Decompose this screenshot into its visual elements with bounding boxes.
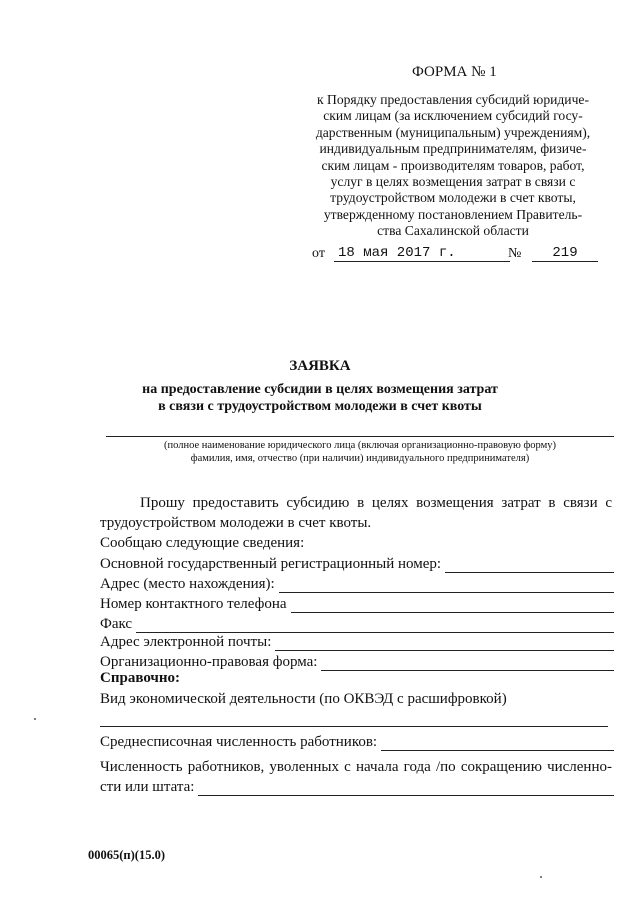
info-intro: Сообщаю следующие сведения: — [100, 535, 305, 551]
name-hint-line-2: фамилия, имя, отчество (при наличии) индивидуального предпринимателя) — [190, 453, 530, 464]
ogrn-field — [100, 553, 614, 573]
applicant-name-hint — [100, 439, 620, 465]
header-line: дарственным (муниципальным) учреждениям), — [315, 124, 591, 140]
approval-prefix: от — [312, 246, 325, 261]
scan-speck — [34, 718, 36, 720]
okved-input[interactable] — [100, 726, 608, 727]
fax-label: Факс — [100, 616, 133, 632]
scan-speck — [540, 876, 542, 878]
form-number: ФОРМА № 1 — [412, 64, 497, 80]
address-field — [100, 573, 614, 593]
header-line: индивидуальным предпринимателям, физиче- — [319, 141, 587, 157]
email-label: Адрес электронной почты: — [100, 634, 272, 650]
phone-label: Номер контактного телефона — [100, 596, 287, 612]
legal-form-field — [100, 651, 614, 671]
header-line: ским лицам - производителям товаров, работ, — [321, 157, 585, 173]
subtitle-line-1: на предоставление субсидии в целях возмещения затрат — [142, 382, 498, 397]
reference-heading: Справочно: — [100, 670, 181, 686]
header-line: к Порядку предоставления субсидий юридиче- — [317, 92, 589, 107]
phone-input[interactable] — [291, 598, 614, 613]
okved-label: Вид экономической деятельности (по ОКВЭД с расшифровкой) — [100, 691, 507, 707]
approval-line — [312, 246, 602, 266]
address-label: Адрес (место нахождения): — [100, 576, 275, 592]
fired-label-line-1: Численность работников, уволенных с начала года /по сокращению численно- — [100, 759, 612, 775]
legal-form-input[interactable] — [321, 656, 614, 671]
form-reference-block — [298, 92, 608, 240]
name-hint-line-1: (полное наименование юридического лица (включая организационно-правовую форму) — [163, 440, 556, 451]
phone-field — [100, 593, 614, 613]
fired-label-line-2: сти или штата: — [100, 779, 195, 795]
approval-no-label: № — [508, 246, 522, 261]
request-paragraph: Прошу предоставить субсидию в целях возмещения затрат в связи с трудоустройством молодежи в счет квоты. — [100, 495, 612, 531]
headcount-label: Среднесписочная численность работников: — [100, 734, 378, 750]
legal-form-label: Организационно-правовая форма: — [100, 654, 318, 670]
ogrn-input[interactable] — [445, 558, 614, 573]
approval-date: 18 мая 2017 г. — [334, 245, 510, 262]
headcount-input[interactable] — [381, 736, 614, 751]
header-line: ским лицам (за исключением субсидий госу- — [323, 108, 583, 124]
fired-field — [100, 776, 614, 796]
approval-number: 219 — [532, 245, 598, 262]
document-subtitle — [0, 381, 640, 415]
form-code: 00065(п)(15.0) — [88, 848, 165, 862]
ogrn-label: Основной государственный регистрационный номер: — [100, 556, 442, 572]
header-line: утвержденному постановлением Правитель- — [323, 206, 583, 222]
document-title: ЗАЯВКА — [289, 358, 351, 374]
headcount-field — [100, 731, 614, 751]
subtitle-line-2: в связи с трудоустройством молодежи в счет квоты — [158, 399, 482, 414]
header-line: трудоустройством молодежи в счет квоты, — [330, 190, 576, 206]
applicant-name-field[interactable] — [106, 436, 614, 437]
fax-field — [100, 613, 614, 633]
address-input[interactable] — [279, 578, 614, 593]
header-line: ства Сахалинской области — [377, 223, 529, 239]
email-field — [100, 631, 614, 651]
email-input[interactable] — [275, 636, 614, 651]
fired-input[interactable] — [198, 781, 614, 796]
header-line: услуг в целях возмещения затрат в связи с — [330, 174, 576, 190]
